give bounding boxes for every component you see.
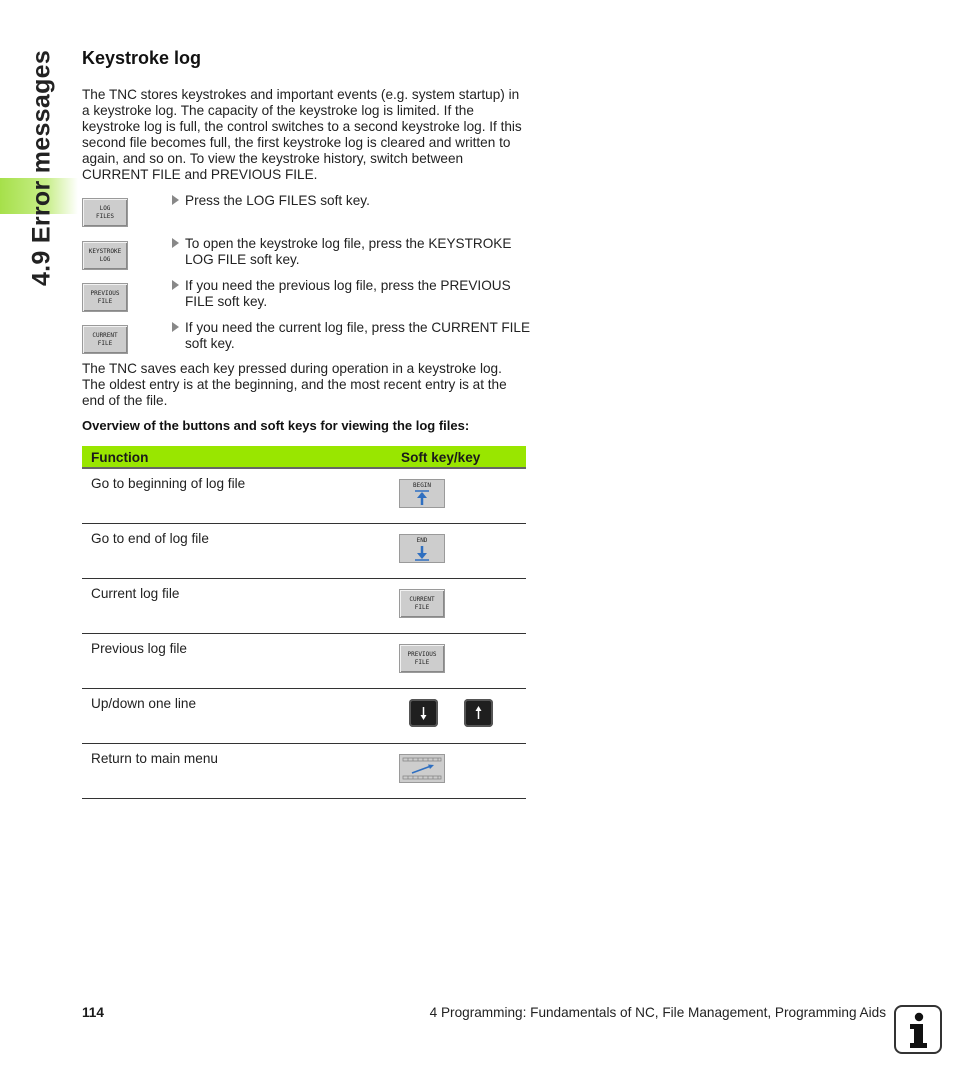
end-softkey[interactable] [399, 534, 445, 563]
step-1-text: Press the LOG FILES soft key. [185, 193, 370, 208]
arrow-down-key[interactable] [409, 699, 438, 727]
section-heading: Keystroke log [82, 48, 202, 68]
softkey-line2: FILES [95, 212, 115, 220]
previous-file-table-softkey[interactable] [399, 644, 445, 673]
arrow-up-key-icon [464, 699, 493, 727]
chapter-side-title [27, 49, 56, 287]
arrow-up-key[interactable] [464, 699, 493, 727]
bullet-arrow-icon [172, 280, 179, 290]
softkey-line1: LOG [99, 204, 111, 212]
table-row [82, 524, 526, 579]
step-1 [172, 193, 541, 209]
begin-softkey[interactable] [399, 479, 445, 508]
function-cell: Go to end of log file [82, 524, 391, 579]
function-cell: Previous log file [82, 634, 391, 689]
main-menu-softkey[interactable] [399, 754, 445, 783]
arrow-down-key-icon [409, 699, 438, 727]
step-4 [172, 320, 541, 352]
key-cell [391, 524, 526, 579]
intro-paragraph: The TNC stores keystrokes and important events (e.g. system startup) in a keystroke log. The capacity of the keystroke log is limited. If the keystroke log is full, the control switches to a second keystroke log. If this second file becomes full, the first keystroke log is cleared and written to again, and so on. To view the keystroke history, switch between CURRENT FILE and PREVIOUS FILE. [82, 87, 522, 182]
key-cell [391, 579, 526, 634]
key-cell [391, 744, 526, 799]
keystroke-log-softkey[interactable] [82, 241, 128, 270]
table-header-row [82, 446, 526, 468]
softkey-line1: CURRENT [92, 331, 118, 339]
log-files-softkey[interactable] [82, 198, 128, 227]
key-cell [391, 468, 526, 524]
current-file-softkey[interactable] [82, 325, 128, 354]
softkey-line1: KEYSTROKE [88, 247, 122, 255]
softkey-label: END [416, 537, 428, 544]
function-cell: Current log file [82, 579, 391, 634]
footer-chapter-text: 4 Programming: Fundamentals of NC, File Management, Programming Aids [429, 1005, 886, 1020]
chapter-side-title-text: 4.9 Error messages [27, 49, 56, 287]
bullet-arrow-icon [172, 238, 179, 248]
current-file-table-softkey[interactable] [399, 589, 445, 618]
bullet-arrow-icon [172, 322, 179, 332]
softkey-line2: FILE [97, 297, 113, 305]
softkey-line2: LOG [99, 255, 111, 263]
header-function: Function [82, 446, 391, 468]
previous-file-softkey[interactable] [82, 283, 128, 312]
arrow-up-icon [412, 490, 432, 506]
softkey-line2: FILE [414, 603, 430, 611]
table-row [82, 689, 526, 744]
table-row [82, 468, 526, 524]
softkey-table [82, 446, 526, 799]
arrow-down-icon [412, 545, 432, 561]
step-4-text: If you need the current log file, press the CURRENT FILE soft key. [185, 320, 531, 351]
step-2 [172, 236, 541, 268]
main-menu-softkey-icon [400, 755, 444, 782]
step-3-text: If you need the previous log file, press the PREVIOUS FILE soft key. [185, 278, 511, 309]
log-paragraph: The TNC saves each key pressed during operation in a keystroke log. The oldest entry is at the beginning, and the most recent entry is at the end of the file. [82, 361, 507, 408]
function-cell: Return to main menu [82, 744, 391, 799]
key-cell [391, 689, 526, 744]
softkey-label: BEGIN [412, 482, 432, 489]
step-3 [172, 278, 541, 310]
function-cell: Up/down one line [82, 689, 391, 744]
softkey-line2: FILE [97, 339, 113, 347]
softkey-line1: PREVIOUS [90, 289, 120, 297]
softkey-line1: PREVIOUS [407, 650, 437, 658]
step-2-text: To open the keystroke log file, press the KEYSTROKE LOG FILE soft key. [185, 236, 512, 267]
key-cell [391, 634, 526, 689]
table-row [82, 634, 526, 689]
info-glyph [896, 1007, 940, 1052]
table-row [82, 744, 526, 799]
overview-heading: Overview of the buttons and soft keys for viewing the log files: [82, 418, 470, 433]
info-icon [894, 1005, 942, 1054]
header-softkey: Soft key/key [391, 446, 526, 468]
function-cell: Go to beginning of log file [82, 468, 391, 524]
softkey-line2: FILE [414, 658, 430, 666]
bullet-arrow-icon [172, 195, 179, 205]
page-number: 114 [82, 1005, 104, 1020]
softkey-line1: CURRENT [409, 595, 435, 603]
table-row [82, 579, 526, 634]
